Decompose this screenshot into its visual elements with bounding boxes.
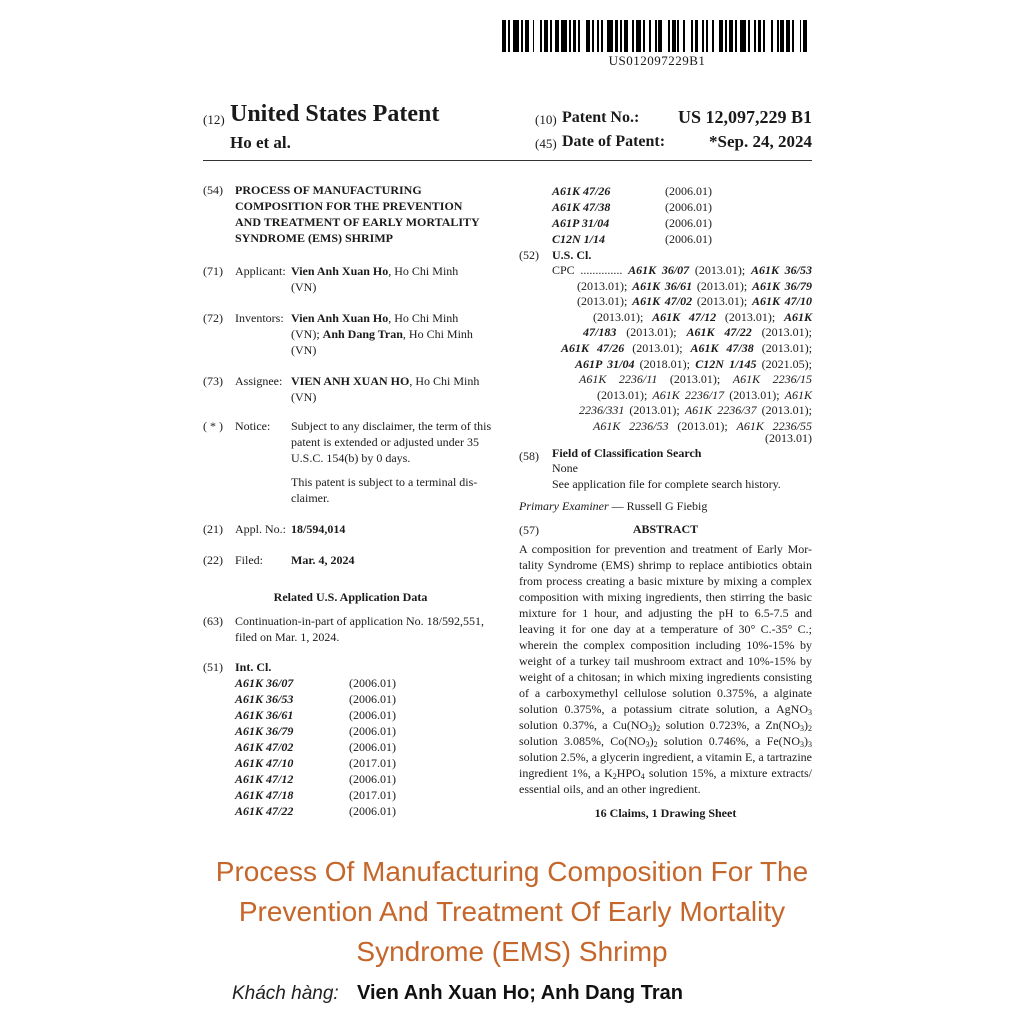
assignee-city: , Ho Chi Minh	[409, 374, 480, 388]
abstract-heading: ABSTRACT	[632, 522, 699, 536]
int-cl-code: A61P 31/04	[552, 216, 610, 230]
applicant-line	[291, 264, 458, 279]
int-cl-date: (2006.01)	[349, 676, 396, 690]
title-line: PROCESS OF MANUFACTURING	[235, 183, 422, 197]
inventor-country: (VN)	[291, 343, 317, 357]
field-73-num: (73)	[203, 374, 223, 388]
cpc-prefix: CPC ..............	[552, 263, 629, 277]
int-cl-date: (2006.01)	[349, 708, 396, 722]
title-line: COMPOSITION FOR THE PREVENTION	[235, 199, 463, 213]
cpc-line: (2013.01); A61K 47/12 (2013.01); A61K	[593, 309, 813, 324]
claims-summary: 16 Claims, 1 Drawing Sheet	[594, 806, 737, 820]
abstract-line: solution 3.085%, $Co(NO_3)_2$ solution 0.746%, a $Fe(NO_3)_3$	[519, 734, 812, 749]
applicant-name: Vien Anh Xuan Ho	[291, 264, 389, 278]
int-cl-date: (2006.01)	[665, 232, 712, 246]
int-cl-code: A61K 47/12	[235, 772, 294, 786]
caption-title-line: Syndrome (EMS) Shrimp	[356, 936, 668, 967]
code-12: (12)	[203, 112, 225, 127]
header-rule	[203, 160, 812, 161]
abstract-line: mixture for 1 hour, and adjusting the pH to 6.5-7.5 and	[519, 606, 812, 620]
notice-text: patent is extended or adjusted under 35	[291, 435, 479, 449]
int-cl-code: A61K 36/53	[235, 692, 294, 706]
cpc-line: CPC .............. A61K 36/07 (2013.01); A61K 36/53	[552, 263, 813, 277]
notice-label: Notice:	[235, 419, 271, 433]
int-cl-date: (2006.01)	[665, 184, 712, 198]
int-cl-code: A61K 36/79	[235, 724, 294, 738]
applicant-country: (VN)	[291, 280, 317, 294]
assignee-country: (VN)	[291, 390, 317, 404]
int-cl-date: (2006.01)	[349, 804, 396, 818]
cpc-line: (2013.01); A61K 47/02 (2013.01); A61K 47/10	[577, 294, 813, 309]
notice-num: ( * )	[203, 419, 223, 433]
abstract-line: solution 2.5%, a glycerin ingredient, a vitamin E, a tartrazine	[519, 750, 812, 764]
us-cl-label: U.S. Cl.	[552, 248, 592, 262]
inventor-country: (VN);	[291, 327, 323, 341]
assignee-line	[291, 374, 479, 389]
inventor-name: Anh Dang Tran	[322, 327, 403, 341]
code-10: (10)	[535, 112, 557, 127]
int-cl-code: A61K 47/10	[235, 756, 294, 770]
field-63-num: (63)	[203, 614, 223, 628]
patent-date: *Sep. 24, 2024	[709, 132, 812, 151]
cpc-line: A61P 31/04 (2018.01); C12N 1/145 (2021.05);	[575, 356, 812, 371]
caption-title-line: Prevention And Treatment Of Early Mortality	[238, 896, 786, 927]
patent-type-title: United States Patent	[230, 101, 440, 127]
cpc-line: A61K 47/26 (2013.01); A61K 47/38 (2013.01);	[561, 341, 813, 355]
customer-label: Khách hàng:	[232, 983, 339, 1004]
field-search-note: See application file for complete search history.	[552, 477, 781, 491]
cpc-line: A61K 2236/53 (2013.01); A61K 2236/55	[593, 419, 812, 433]
applicant-city: , Ho Chi Minh	[388, 264, 459, 278]
continuation-text: filed on Mar. 1, 2024.	[235, 630, 340, 644]
date-label: Date of Patent:	[562, 133, 666, 150]
field-52-num: (52)	[519, 248, 539, 262]
cpc-line: (2013.01)	[765, 431, 812, 445]
int-cl-date: (2006.01)	[665, 200, 712, 214]
related-heading: Related U.S. Application Data	[273, 590, 428, 604]
continuation-text: Continuation-in-part of application No. 18/592,551,	[235, 614, 484, 628]
field-58-num: (58)	[519, 449, 539, 463]
int-cl-code: A61K 47/02	[235, 740, 294, 754]
title-line: AND TREATMENT OF EARLY MORTALITY	[235, 215, 480, 229]
int-cl-label: Int. Cl.	[235, 660, 272, 674]
inventor-name: Vien Anh Xuan Ho	[291, 311, 389, 325]
field-57-num: (57)	[519, 523, 539, 537]
abstract-line: wherein the complex composition including 10%-15% by	[519, 638, 812, 652]
int-cl-date: (2006.01)	[349, 724, 396, 738]
int-cl-code: A61K 36/07	[235, 676, 294, 690]
abstract-line: ingredient 1%, a $K_2HPO_4$ solution 15%, a mixture extracts/	[519, 766, 812, 781]
examiner-label: Primary Examiner	[519, 499, 609, 513]
int-cl-date: (2006.01)	[349, 772, 396, 786]
inventor-city: , Ho Chi Minh	[388, 311, 459, 325]
int-cl-date: (2006.01)	[665, 216, 712, 230]
patent-number: US 12,097,229 B1	[677, 107, 812, 127]
abstract-line: weight of a chitosan; in which mixing ingredients consisting	[519, 670, 812, 684]
customer-value: Vien Anh Xuan Ho; Anh Dang Tran	[357, 982, 683, 1004]
abstract-line: A composition for prevention and treatment of Early Mor-	[519, 542, 812, 556]
cpc-line: (2013.01); A61K 36/61 (2013.01); A61K 36/79	[577, 278, 813, 293]
abstract-line: solution 0.375%, a potassium citrate solution, a AgNO$_3$	[519, 702, 812, 717]
int-cl-code: A61K 47/22	[235, 804, 294, 818]
abstract-line: essential oils, and an other ingredient.	[519, 782, 701, 796]
int-cl-code: C12N 1/14	[552, 232, 606, 246]
barcode-number: US012097229B1	[608, 53, 706, 68]
int-cl-date: (2017.01)	[349, 756, 396, 770]
int-cl-code: A61K 47/18	[235, 788, 294, 802]
abstract-line: composition with mixing ingredients, then stirring the basic	[519, 590, 812, 604]
abstract-line: of a carboxymethyl cellulose solution 0.375%, a alginate	[519, 686, 812, 700]
notice-text: Subject to any disclaimer, the term of this	[291, 419, 492, 433]
cpc-line: 47/183 (2013.01); A61K 47/22 (2013.01);	[583, 325, 813, 340]
int-cl-code: A61K 47/38	[552, 200, 611, 214]
filed-label: Filed:	[235, 553, 264, 567]
inventor-city: , Ho Chi Minh	[402, 327, 473, 341]
code-45: (45)	[535, 136, 557, 151]
appl-no-label: Appl. No.:	[235, 522, 286, 536]
assignee-label: Assignee:	[235, 374, 283, 388]
cpc-line: A61K 2236/11 (2013.01); A61K 2236/15	[579, 372, 813, 387]
inventors-label: Inventors:	[235, 311, 284, 325]
caption-title-line: Process Of Manufacturing Composition For The	[215, 856, 809, 887]
barcode	[502, 20, 812, 52]
appl-no-value: 18/594,014	[291, 522, 346, 536]
notice-text: This patent is subject to a terminal dis-	[291, 475, 478, 489]
int-cl-code: A61K 47/26	[552, 184, 611, 198]
field-search-none: None	[552, 461, 578, 475]
field-54-num: (54)	[203, 183, 223, 197]
int-cl-date: (2017.01)	[349, 788, 396, 802]
int-cl-code: A61K 36/61	[235, 708, 294, 722]
inventor-line	[291, 327, 473, 342]
abstract-line: weight of a turkey tail mushroom extract and 10%-15% by	[519, 654, 812, 668]
notice-text: U.S.C. 154(b) by 0 days.	[291, 451, 411, 465]
field-21-num: (21)	[203, 522, 223, 536]
field-search-label: Field of Classification Search	[552, 446, 702, 460]
notice-text: claimer.	[291, 491, 330, 505]
abstract-line: solution 0.37%, a $Cu(NO_3)_2$ solution 0.723%, a $Zn(NO_3)_2$	[519, 718, 813, 733]
primary-examiner	[519, 499, 707, 514]
abstract-line: leaving it for one day at a temperature of 30° C.-35° C.;	[519, 622, 812, 636]
field-51-num: (51)	[203, 660, 223, 674]
title-line: SYNDROME (EMS) SHRIMP	[235, 231, 393, 245]
int-cl-date: (2006.01)	[349, 740, 396, 754]
applicant-label: Applicant:	[235, 264, 286, 278]
field-22-num: (22)	[203, 553, 223, 567]
abstract-line: from process creating a basic mixture by mixing a complex	[519, 574, 812, 588]
assignee-name: VIEN ANH XUAN HO	[291, 374, 410, 388]
cpc-line: 2236/331 (2013.01); A61K 2236/37 (2013.01);	[579, 403, 813, 418]
caption-title	[160, 852, 864, 972]
filed-value: Mar. 4, 2024	[291, 553, 355, 567]
examiner-name: — Russell G Fiebig	[608, 499, 708, 513]
field-72-num: (72)	[203, 311, 223, 325]
patent-no-label: Patent No.:	[562, 109, 640, 126]
field-71-num: (71)	[203, 264, 223, 278]
abstract-line: tality Syndrome (EMS) shrimp to replace antibiotics obtain	[519, 558, 812, 572]
patent-authors: Ho et al.	[230, 133, 291, 152]
inventor-line	[291, 311, 458, 326]
cpc-line: (2013.01); A61K 2236/17 (2013.01); A61K	[597, 387, 813, 402]
int-cl-date: (2006.01)	[349, 692, 396, 706]
